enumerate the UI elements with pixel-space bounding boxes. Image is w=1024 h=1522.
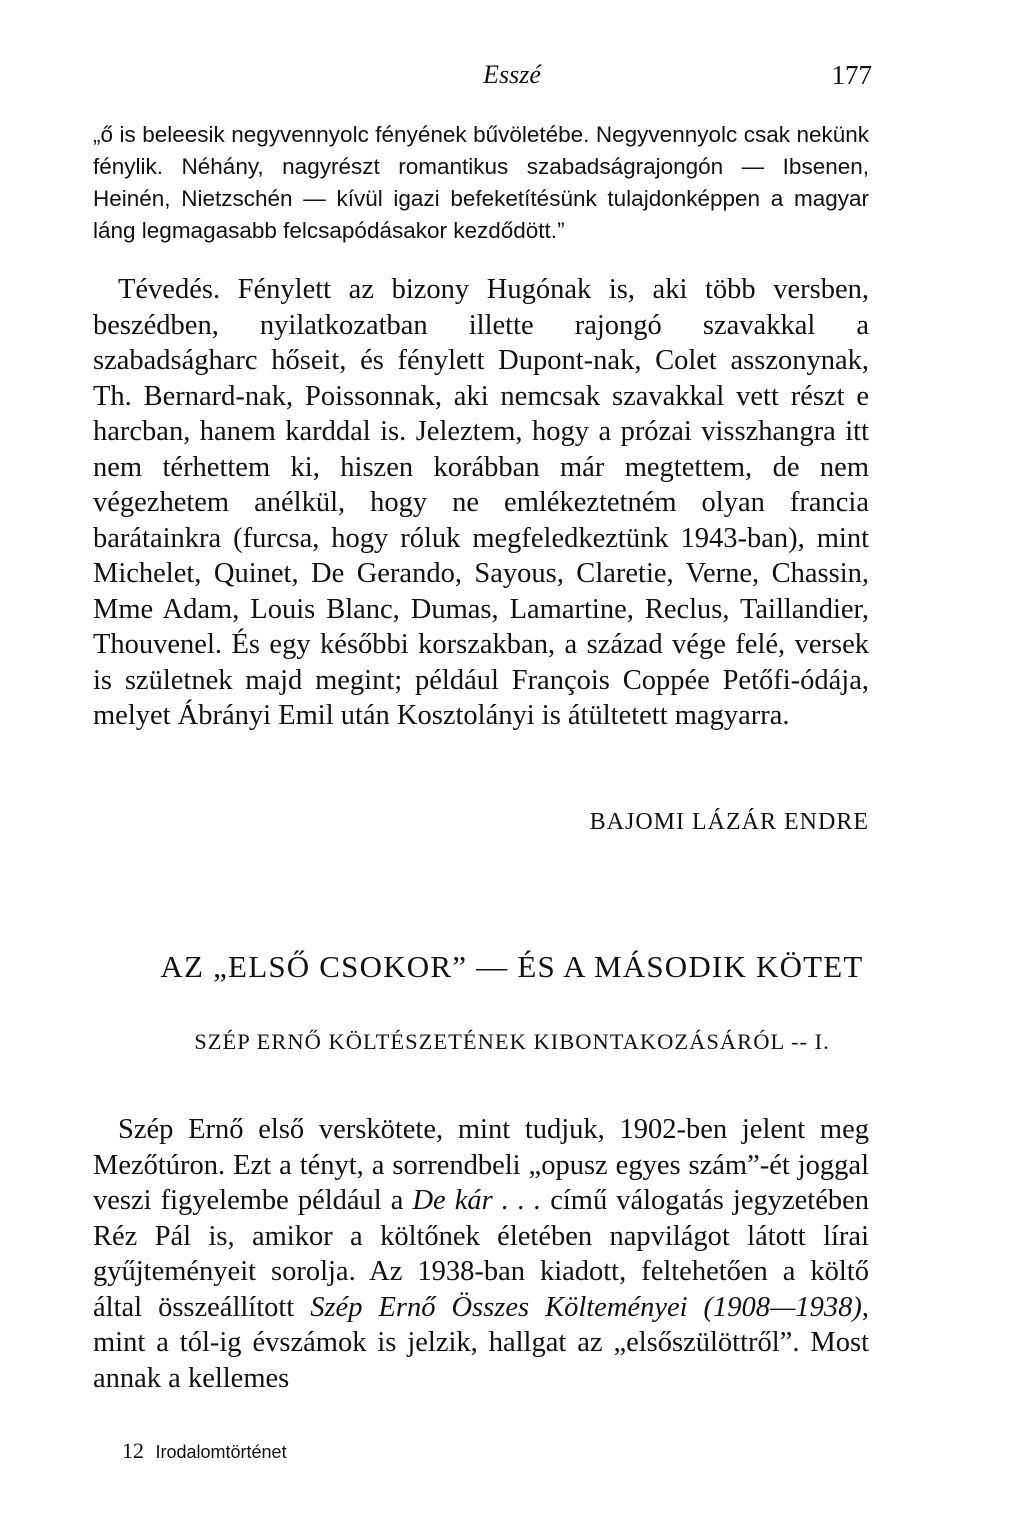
paragraph-2-text-c: , mint a tól-ig évszámok is jelzik, hallgat az „elsőszülöttről”. Most annak a kellemes	[93, 1291, 869, 1394]
body-paragraph-1: Tévedés. Fénylett az bizony Hugónak is, aki több versben, beszédben, nyilatkozatban illette rajongó szavakkal a szabadságharc hőseit, és fénylett Dupont-nak, Colet asszonynak, Th. Bernard-nak, Poissonnak, aki nemcsak szavakkal vett részt e harcban, hanem karddal is. Jeleztem, hogy a prózai visszhangra itt nem térhettem ki, hiszen korábban már megtettem, de nem végezhetem anélkül, hogy ne emlékeztetném olyan francia barátainkra (furcsa, hogy róluk megfeledkeztünk 1943-ban), mint Michelet, Quinet, De Gerando, Sayous, Claretie, Verne, Chassin, Mme Adam, Louis Blanc, Dumas, Lamartine, Reclus, Taillandier, Thouvenel. És egy későbbi korszakban, a század vége felé, versek is születnek majd megint; például François Coppée Petőfi-ódája, melyet Ábrányi Emil után Kosztolányi is átültetett magyarra.	[93, 274, 869, 731]
running-header-title: Esszé	[483, 60, 541, 89]
author-signature: BAJOMI LÁZÁR ENDRE	[589, 809, 869, 835]
paragraph-2-text-b: című válogatás jegyzetében Réz Pál is, amikor a költőnek életében napvilágot látott lírai gyűjteményeit sorolja. Az 1938-ban kiadott, feltehetően a költő által összeállított	[93, 1185, 869, 1323]
body-paragraph-2	[93, 1112, 869, 1396]
book-title-osszes-koltemenyei: Szép Ernő Összes Költeményei (1908—1938)	[310, 1291, 862, 1323]
signature-text: Irodalomtörténet	[155, 1442, 287, 1462]
article-subtitle: SZÉP ERNŐ KÖLTÉSZETÉNEK KIBONTAKOZÁSÁRÓL -- I.	[194, 1029, 830, 1054]
signature-number: 12	[122, 1438, 144, 1463]
paragraph-2-text-a: Szép Ernő első verskötete, mint tudjuk, 1902-ben jelent meg Mezőtúron. Ezt a tényt, a sorrendbeli „opusz egyes szám”-ét joggal veszi figyelembe például a	[93, 1114, 869, 1216]
page-number: 177	[831, 60, 872, 90]
article-title: AZ „ELSŐ CSOKOR” — ÉS A MÁSODIK KÖTET	[160, 949, 864, 984]
printer-signature	[122, 1436, 287, 1467]
quoted-passage: „ő is beleesik negyvennyolc fényének bűvöletébe. Negyvennyolc csak nekünk fénylik. Néhány, nagyrészt romantikus szabadságrajongón — Ibsenen, Heinén, Nietzschén — kívül igazi befeketítésünk tulajdonképpen a magyar láng legmagasabb felcsapódásakor kezdődött.”	[93, 122, 869, 243]
book-title-de-kar: De kár . . .	[412, 1185, 542, 1216]
